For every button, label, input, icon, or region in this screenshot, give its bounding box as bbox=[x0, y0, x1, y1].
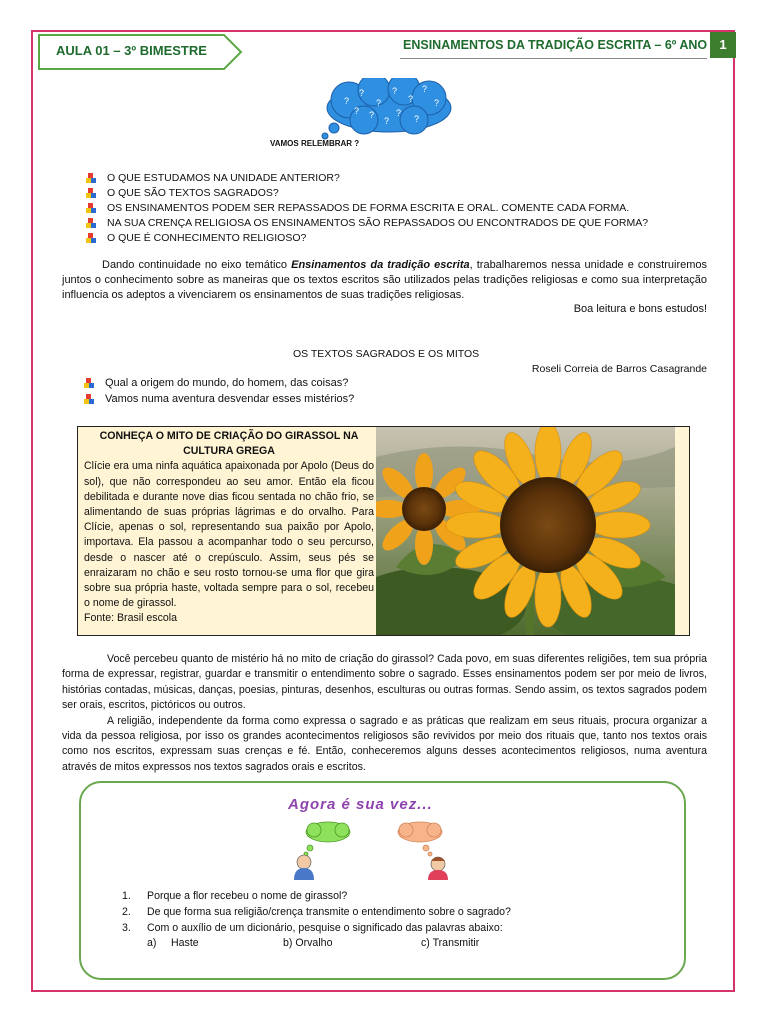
myth-body: Clície era uma ninfa aquática apaixonada por Apolo (Deus do sol), que não correspondeu ao seu amor. Então ela ficou debilitada e durante nove dias ficou sentada no chão frio, se alimentando de suas próprias lágrimas e do orvalho. Para Clície, apenas o sol, representando sua paixão por Apolo, importava. Ela passou a acompanhar todo o seu percurso, desde o nascer até o crepúsculo. Assim, seus pés se enraizaram no chão e seu rosto tornou-se uma flor que gira sobre sua própria haste, voltada sempre para o sol, recebeu o nome de girassol. bbox=[84, 460, 374, 610]
paragraph: A religião, independente da forma como expressa o sagrado e as práticas que realizam em seus rituais, procura organizar a vida da pessoa religiosa, por isso os grandes acontecimentos religiosos são revividos por meio dos rituais que, tanto nos textos orais como nos escritos, expressam suas crenças e fé. Então, conheceremos alguns desses acontecimentos religiosos, numa aventura através de mitos expressos nos textos sagrados orais e escritos. bbox=[62, 714, 707, 773]
activity-list bbox=[122, 888, 511, 936]
question-cloud-icon bbox=[314, 78, 464, 148]
svg-text:?: ? bbox=[354, 106, 360, 116]
list-item: O QUE ESTUDAMOS NA UNIDADE ANTERIOR? bbox=[86, 171, 648, 186]
svg-text:?: ? bbox=[376, 98, 382, 108]
svg-text:?: ? bbox=[384, 116, 390, 126]
body-text bbox=[62, 652, 707, 775]
section-title: OS TEXTOS SAGRADOS E OS MITOS bbox=[293, 348, 480, 360]
list-item: Vamos numa aventura desvendar esses mistérios? bbox=[84, 391, 354, 407]
review-questions bbox=[86, 171, 648, 246]
lesson-tag bbox=[38, 33, 244, 71]
author: Roseli Correia de Barros Casagrande bbox=[531, 363, 707, 375]
section-questions bbox=[84, 375, 354, 407]
svg-text:?: ? bbox=[408, 94, 414, 104]
svg-text:?: ? bbox=[344, 96, 350, 106]
intro-paragraph: Dando continuidade no eixo temático Ensinamentos da tradição escrita, trabalharemos nessa unidade e construiremos juntos o conhecimento sobre as maneiras que os textos escritos são utilizados pelas tradições religiosas e como sua interpretação influencia os adeptos a vivenciarem os ensinamentos de suas tradições religiosas. bbox=[62, 259, 707, 301]
list-item: O QUE É CONHECIMENTO RELIGIOSO? bbox=[86, 231, 648, 246]
myth-text bbox=[84, 429, 374, 627]
bullet-icon bbox=[84, 394, 95, 405]
svg-text:?: ? bbox=[434, 98, 440, 108]
bullet-icon bbox=[86, 233, 97, 244]
bullet-icon bbox=[86, 218, 97, 229]
bullet-icon bbox=[86, 203, 97, 214]
option-a: Haste bbox=[171, 937, 199, 949]
option-c: c) Transmitir bbox=[421, 937, 480, 949]
header-rule bbox=[400, 58, 707, 59]
myth-title: CONHEÇA O MITO DE CRIAÇÃO DO GIRASSOL NA CULTURA GREGA bbox=[99, 430, 359, 458]
option-b: b) Orvalho bbox=[283, 937, 333, 949]
list-item: O QUE SÃO TEXTOS SAGRADOS? bbox=[86, 186, 648, 201]
svg-text:?: ? bbox=[422, 84, 428, 94]
list-item: Qual a origem do mundo, do homem, das coisas? bbox=[84, 375, 354, 391]
svg-text:?: ? bbox=[369, 110, 375, 120]
list-item: 1. Porque a flor recebeu o nome de girassol? bbox=[122, 890, 348, 902]
paragraph: Você percebeu quanto de mistério há no mito de criação do girassol? Cada povo, em suas diferentes religiões, tem sua própria forma de expressar, registrar, guardar e transmitir o entendimento sobre o sagrado. Esses ensinamentos podem ser por meio de livros, histórias contadas, músicas, danças, poesias, pinturas, desenhos, esculturas ou outras formas. Sendo assim, os textos sagrados podem ser orais, escritos, pictóricos ou outros. bbox=[62, 653, 707, 712]
svg-text:?: ? bbox=[392, 86, 398, 96]
sunflower-photo bbox=[376, 427, 675, 635]
bullet-icon bbox=[86, 188, 97, 199]
svg-text:?: ? bbox=[414, 114, 420, 124]
list-item: OS ENSINAMENTOS PODEM SER REPASSADOS DE FORMA ESCRITA E ORAL. COMENTE CADA FORMA. bbox=[86, 201, 648, 216]
list-item: NA SUA CRENÇA RELIGIOSA OS ENSINAMENTOS SÃO REPASSADOS OU ENCONTRADOS DE QUE FORMA? bbox=[86, 216, 648, 231]
lesson-label: AULA 01 – 3º BIMESTRE bbox=[56, 43, 207, 58]
bullet-icon bbox=[84, 378, 95, 389]
svg-text:?: ? bbox=[359, 88, 365, 98]
option-a-label: a) bbox=[147, 937, 157, 949]
cloud-caption: VAMOS RELEMBRAR ? bbox=[270, 139, 360, 148]
signoff: Boa leitura e bons estudos! bbox=[573, 303, 707, 315]
myth-source: Fonte: Brasil escola bbox=[84, 612, 178, 625]
list-item: 3. Com o auxílio de um dicionário, pesquise o significado das palavras abaixo: bbox=[122, 922, 503, 934]
svg-text:?: ? bbox=[396, 108, 402, 118]
page-number: 1 bbox=[710, 32, 736, 58]
thinking-people-icon bbox=[286, 818, 486, 880]
list-item: 2. De que forma sua religião/crença transmite o entendimento sobre o sagrado? bbox=[122, 906, 511, 918]
header-title: ENSINAMENTOS DA TRADIÇÃO ESCRITA – 6º ANO bbox=[403, 38, 708, 52]
bullet-icon bbox=[86, 173, 97, 184]
activity-title: Agora é sua vez... bbox=[288, 796, 433, 813]
